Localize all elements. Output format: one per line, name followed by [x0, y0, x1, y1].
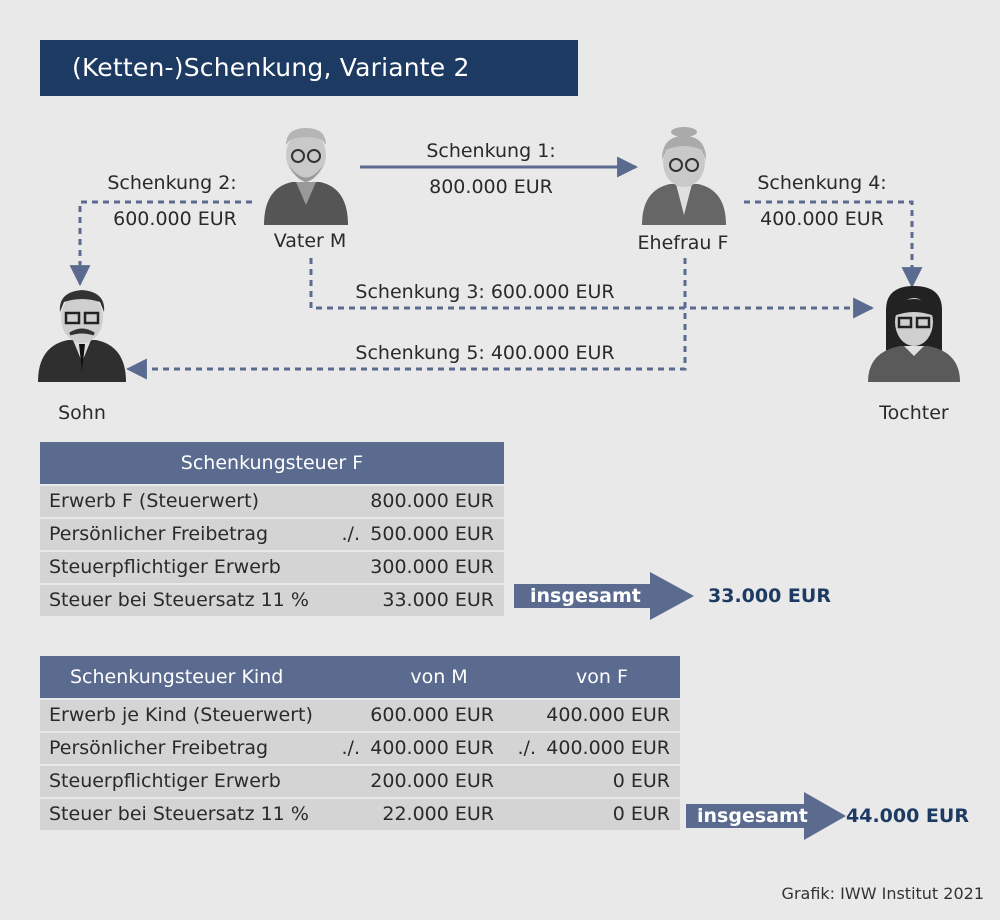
- credit-text: Grafik: IWW Institut 2021: [781, 884, 984, 903]
- schenkung-4-amount: 400.000 EUR: [760, 208, 884, 230]
- table-row: [40, 585, 504, 616]
- row-label-text: Persönlicher Freibetrag: [49, 523, 269, 545]
- row-value-m: 22.000 EUR: [364, 799, 504, 830]
- total-arrow-f-label: insgesamt: [530, 585, 641, 607]
- vater-figure: [264, 128, 348, 225]
- row-operator-m: ./.: [330, 733, 364, 764]
- schenkung-1-amount: 800.000 EUR: [429, 176, 553, 198]
- table-kind-header-f: von F: [576, 666, 628, 688]
- row-operator-m: [330, 766, 364, 797]
- row-value: 800.000 EUR: [364, 486, 504, 517]
- row-operator-m: [330, 700, 364, 731]
- schenkung-2-label: Schenkung 2:: [107, 172, 237, 194]
- table-row: [40, 519, 504, 550]
- table-row: [40, 486, 504, 517]
- row-label: Erwerb je Kind (Steuerwert): [40, 700, 330, 731]
- total-kind-value: 44.000 EUR: [846, 805, 969, 827]
- row-operator-m: [330, 799, 364, 830]
- total-f-value: 33.000 EUR: [708, 585, 831, 607]
- row-value-m: 400.000 EUR: [364, 733, 504, 764]
- ehefrau-figure: [642, 127, 726, 225]
- row-operator-f: [504, 700, 540, 731]
- schenkung-1-label: Schenkung 1:: [426, 140, 556, 162]
- table-row: [40, 700, 680, 731]
- table-kind-header: [40, 656, 680, 698]
- row-value-f: 400.000 EUR: [540, 733, 680, 764]
- total-arrow-kind-label: insgesamt: [697, 805, 808, 827]
- row-label: Erwerb F (Steuerwert): [40, 486, 364, 517]
- table-schenkungsteuer-f: [40, 442, 504, 616]
- table-row: [40, 552, 504, 583]
- row-label: Persönlicher Freibetrag: [40, 733, 330, 764]
- row-value: 500.000 EUR: [364, 519, 504, 550]
- row-label: Steuer bei Steuersatz 11 %: [40, 585, 364, 616]
- schenkung-5-label: Schenkung 5: 400.000 EUR: [355, 342, 615, 364]
- row-label: Steuerpflichtiger Erwerb: [40, 766, 330, 797]
- table-kind-header-label: Schenkungsteuer Kind: [70, 666, 284, 688]
- row-value-f: 0 EUR: [540, 799, 680, 830]
- row-value: 33.000 EUR: [364, 585, 504, 616]
- row-value: 300.000 EUR: [364, 552, 504, 583]
- table-schenkungsteuer-kind: [40, 656, 680, 830]
- tochter-name: Tochter: [879, 402, 949, 424]
- row-value-f: 400.000 EUR: [540, 700, 680, 731]
- sohn-figure: [38, 290, 126, 382]
- row-operator-f: [504, 766, 540, 797]
- page-title: (Ketten-)Schenkung, Variante 2: [40, 40, 578, 96]
- row-label: Steuerpflichtiger Erwerb: [40, 552, 364, 583]
- row-value-f: 0 EUR: [540, 766, 680, 797]
- table-kind-header-m: von M: [410, 666, 468, 688]
- schenkung-4-label: Schenkung 4:: [757, 172, 887, 194]
- row-label: Steuer bei Steuersatz 11 %: [40, 799, 330, 830]
- row-label: [40, 519, 330, 550]
- table-f-header-label: Schenkungsteuer F: [180, 452, 364, 474]
- schenkung-3-label: Schenkung 3: 600.000 EUR: [355, 281, 615, 303]
- tochter-figure: [868, 286, 960, 382]
- row-operator-f: ./.: [504, 733, 540, 764]
- row-value-m: 200.000 EUR: [364, 766, 504, 797]
- schenkung-2-amount: 600.000 EUR: [113, 208, 237, 230]
- table-row: [40, 733, 680, 764]
- row-operator-f: [504, 799, 540, 830]
- vater-name: Vater M: [273, 230, 347, 252]
- table-row: [40, 766, 680, 797]
- table-row: [40, 799, 680, 830]
- row-operator: ./.: [330, 519, 364, 550]
- table-f-header: [40, 442, 504, 484]
- row-value-m: 600.000 EUR: [364, 700, 504, 731]
- sohn-name: Sohn: [58, 402, 106, 424]
- ehefrau-name: Ehefrau F: [637, 232, 729, 254]
